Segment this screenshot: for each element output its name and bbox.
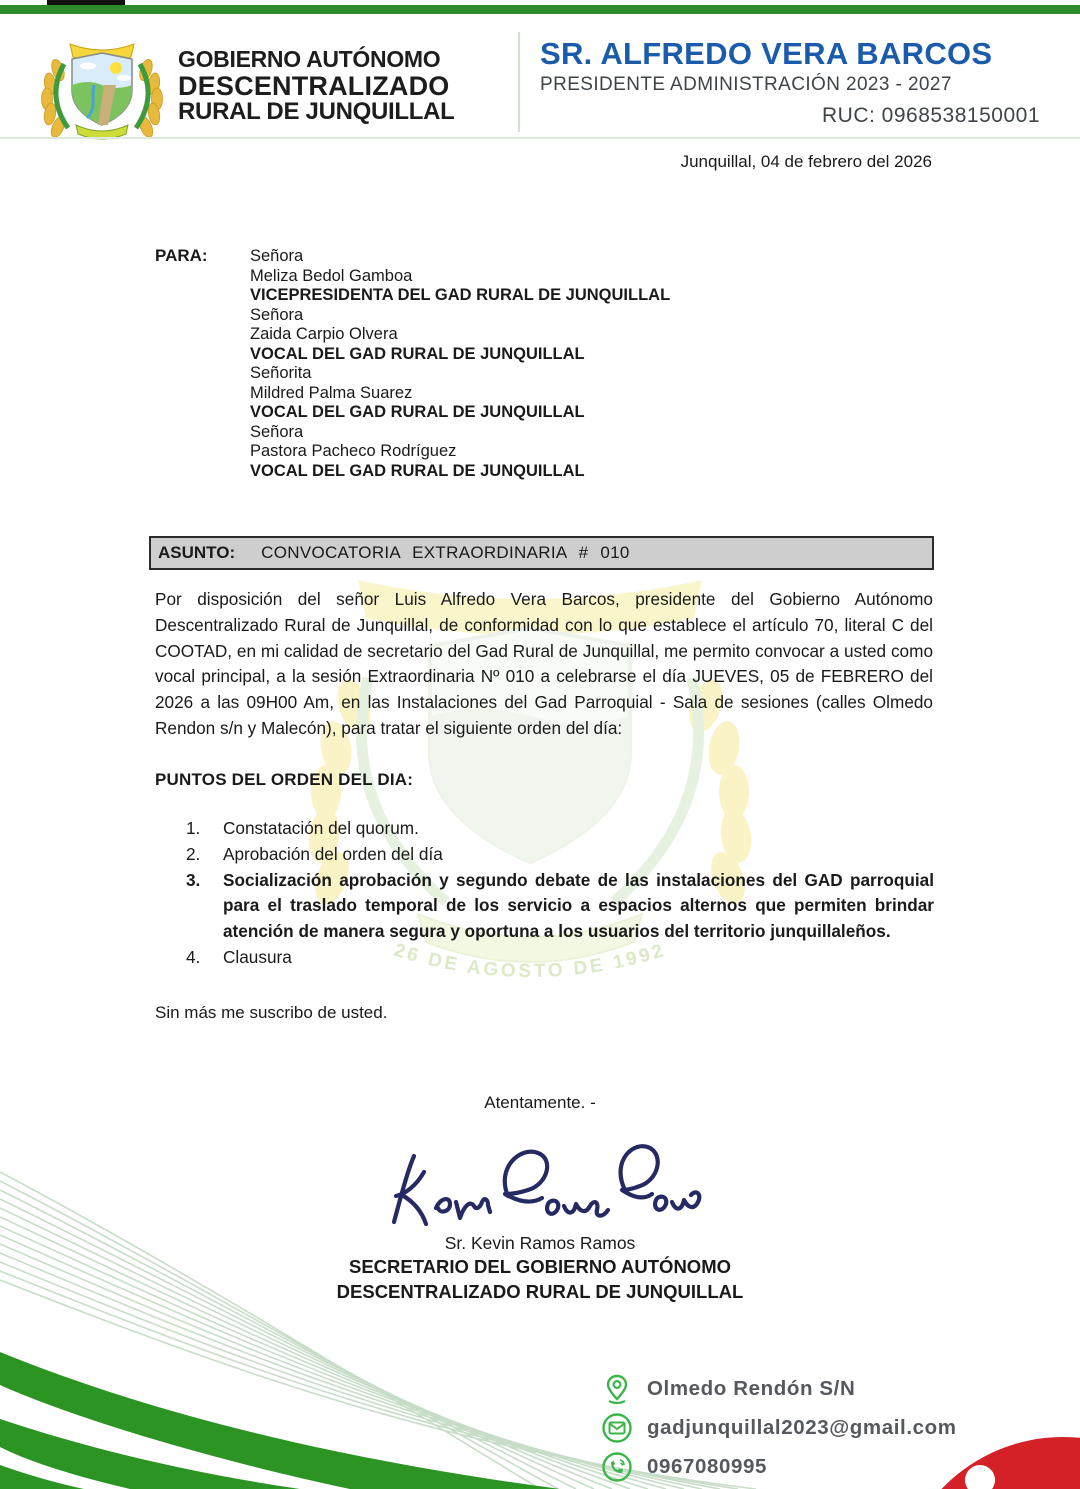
contact-address-row	[600, 1372, 957, 1406]
email-text: gadjunquillal2023@gmail.com	[647, 1416, 957, 1439]
recipient-name: Zaida Carpio Olvera	[250, 325, 398, 343]
phone-icon	[600, 1450, 634, 1484]
org-name-line2: DESCENTRALIZADO	[178, 70, 450, 101]
agenda-heading: PUNTOS DEL ORDEN DEL DIA:	[155, 770, 414, 789]
recipient-name: Mildred Palma Suarez	[250, 383, 413, 402]
recipient-title: VOCAL DEL GAD RURAL DE JUNQUILLAL	[250, 344, 585, 363]
signer-title-line2: DESCENTRALIZADO RURAL DE JUNQUILLAL	[336, 1281, 744, 1302]
header-green-bar	[0, 5, 1080, 14]
recipient-salutation: Señora	[250, 305, 304, 324]
contact-phone-row	[600, 1450, 957, 1484]
subject-box	[149, 536, 934, 570]
recipient-title: VOCAL DEL GAD RURAL DE JUNQUILLAL	[250, 461, 585, 480]
watermark-anniversary-text: 26 DE AGOSTO DE 1992	[391, 939, 669, 983]
header-underline	[0, 137, 1080, 139]
date-line: Junquillal, 04 de febrero del 2026	[680, 152, 932, 171]
president-name: SR. ALFREDO VERA BARCOS	[540, 36, 993, 71]
address-text: Olmedo Rendón S/N	[647, 1377, 856, 1400]
org-logo	[36, 38, 168, 140]
agenda-item	[186, 816, 934, 842]
agenda-item-number: 1.	[186, 818, 201, 838]
agenda-item	[186, 842, 934, 868]
letter-body: Por disposición del señor Luis Alfredo Vera Barcos, presidente del Gobierno Autónomo Descentralizado Rural de Junquillal, de conformidad con lo que establece el artículo 70, literal C del COOTAD, en mi calidad de secretario del Gad Rural de Junquillal, me permito convocar a usted como vocal principal, a la sesión Extraordinaria Nº 010 a celebrarse el día JUEVES, 05 de FEBRERO del 2026 a las 09H00 Am, en las Instalaciones del Gad Parroquial - Sala de sesiones (calles Olmedo Rendon s/n y Malecón), para tratar el siguiente orden del día:	[155, 589, 933, 738]
para-label: PARA:	[155, 246, 208, 265]
coat-of-arms-icon	[36, 38, 168, 140]
phone-text: 0967080995	[647, 1455, 768, 1478]
salute-line: Atentamente. -	[484, 1093, 596, 1112]
org-name	[178, 48, 508, 125]
agenda-item-text: Socialización aprobación y segundo debate de las instalaciones del GAD parroquial para el traslado temporal de los servicio a espacios alternos que permiten brindar atención de manera segura y oportuna a los usuarios del territorio junquillaleños.	[223, 869, 934, 942]
agenda-item-text: Aprobación del orden del día	[223, 843, 443, 864]
recipient-salutation: Señora	[250, 247, 304, 265]
agenda-list	[186, 816, 934, 971]
org-name-line1: GOBIERNO AUTÓNOMO	[178, 46, 441, 72]
recipient-salutation: Señorita	[250, 364, 312, 382]
ruc-number: RUC: 0968538150001	[822, 104, 1040, 127]
agenda-item-number: 4.	[186, 946, 201, 967]
contact-email-row	[600, 1411, 957, 1445]
handwritten-signature	[378, 1144, 708, 1236]
signer-title-line1: SECRETARIO DEL GOBIERNO AUTÓNOMO	[348, 1256, 731, 1277]
location-pin-icon	[600, 1372, 634, 1406]
org-name-line3: RURAL DE JUNQUILLAL	[178, 97, 455, 125]
closing-line: Sin más me suscribo de usted.	[155, 1003, 388, 1022]
agenda-item-number: 3.	[186, 869, 201, 890]
signer-name: Sr. Kevin Ramos Ramos	[444, 1233, 636, 1253]
footer-contact-block	[600, 1372, 957, 1489]
agenda-item-text: Clausura	[223, 946, 292, 967]
recipient-salutation: Señora	[250, 422, 304, 441]
agenda-item-text: Constatación del quorum.	[223, 818, 419, 838]
recipient-name: Pastora Pacheco Rodríguez	[250, 442, 457, 460]
email-icon	[600, 1411, 634, 1445]
agenda-item	[186, 945, 934, 971]
recipient-title: VOCAL DEL GAD RURAL DE JUNQUILLAL	[250, 403, 585, 421]
president-title: PRESIDENTE ADMINISTRACIÓN 2023 - 2027	[540, 74, 952, 95]
subject-label: ASUNTO:	[158, 543, 236, 562]
subject-value: CONVOCATORIA EXTRAORDINARIA # 010	[261, 543, 630, 562]
recipient-title: VICEPRESIDENTA DEL GAD RURAL DE JUNQUILLAL	[250, 286, 671, 304]
recipient-name: Meliza Bedol Gamboa	[250, 266, 413, 285]
header-divider	[518, 32, 520, 132]
agenda-item-number: 2.	[186, 843, 201, 864]
recipient-list	[250, 247, 810, 481]
agenda-item	[186, 868, 934, 945]
